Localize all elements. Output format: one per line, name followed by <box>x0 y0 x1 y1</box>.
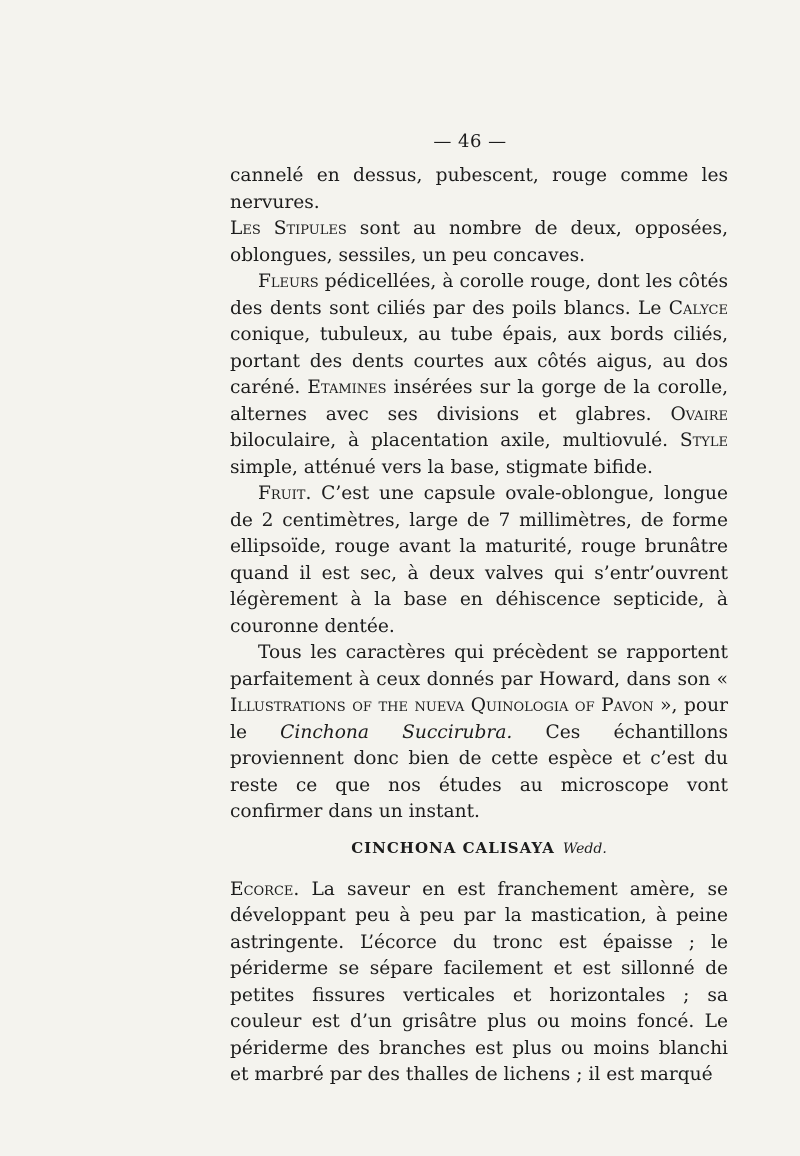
species-name: Cinchona Succirubra. <box>280 721 513 743</box>
paragraph-stipules <box>230 216 728 269</box>
heading-author: Wedd. <box>562 840 607 857</box>
paragraph-continuation: cannelé en dessus, pubescent, rouge comme les nervures. <box>230 165 728 213</box>
howard-text-a: Tous les caractères qui précèdent se rapportent parfaitement à ceux donnés par Howard, dans son « <box>230 642 728 690</box>
howard-text-c: Ces échantillons proviennent donc bien de cette espèce et c’est du reste ce que nos études au microscope vont confirmer dans un instant. <box>230 721 728 822</box>
term-style: Style <box>679 430 728 451</box>
paragraph-ecorce <box>230 877 728 1089</box>
fleurs-text-d: biloculaire, à placentation axile, multiovulé. <box>230 430 680 451</box>
fruit-text: C’est une capsule ovale-oblongue, longue de 2 centimètres, large de 7 millimètres, de forme ellipsoïde, rouge avant la maturité, rouge brunâtre quand il est sec, à deux valves qui s’entr’ouvrent légèrement à la base en déhiscence septicide, à couronne dentée. <box>230 483 728 637</box>
page-number: — 46 — <box>433 131 507 152</box>
ecorce-text: La saveur en est franchement amère, se développant peu à peu par la mastication, à peine astringente. L’écorce du tronc est épaisse ; le périderme se sépare facilement et est sillonné de petites fissures verticales et horizontales ; sa couleur est d’un grisâtre plus ou moins foncé. Le périderme des branches est plus ou moins blanchi et marbré par des thalles de lichens ; il est marqué <box>230 878 728 1085</box>
book-title: Illustrations of the nueva Quinologia of Pavon <box>230 695 654 716</box>
term-stipules: Les Stipules <box>230 218 347 239</box>
term-fleurs: Fleurs <box>258 271 319 292</box>
howard-text-b: », pour le <box>230 695 728 743</box>
page-body <box>230 163 728 1089</box>
fleurs-text-b: conique, tubuleux, au tube épais, aux bords ciliés, portant des dents courtes aux côtés aigus, au dos caréné. <box>230 324 728 398</box>
term-calyce: Calyce <box>668 297 728 319</box>
paragraph-howard <box>230 640 728 826</box>
paragraph-fleurs <box>230 269 728 481</box>
term-etamines: Etamines <box>307 377 387 398</box>
fleurs-text-e: simple, atténué vers la base, stigmate bifide. <box>230 456 653 478</box>
stipules-text: sont au nombre de deux, opposées, oblongues, sessiles, un peu concaves. <box>230 218 729 266</box>
fleurs-text-c: insérées sur la gorge de la corolle, alternes avec ses divisions et glabres. <box>230 377 728 425</box>
section-heading <box>230 836 728 861</box>
term-ecorce: Ecorce. <box>230 878 300 900</box>
paragraph-fruit <box>230 481 728 640</box>
fleurs-text-a: pédicellées, à corolle rouge, dont les côtés des dents sont ciliés par des poils blancs. Le <box>230 271 728 319</box>
term-ovaire: Ovaire <box>670 403 728 425</box>
term-fruit: Fruit. <box>258 483 312 504</box>
heading-title: CINCHONA CALISAYA <box>351 838 555 857</box>
